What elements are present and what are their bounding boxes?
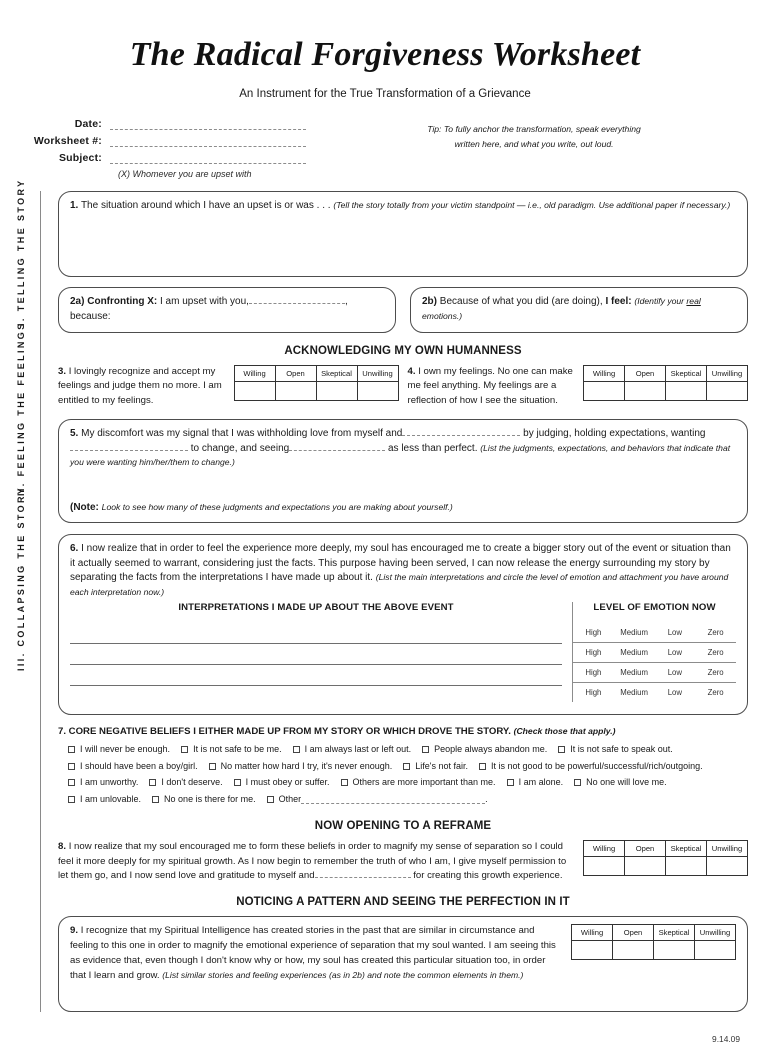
checkbox-icon[interactable]: [341, 779, 348, 786]
scale-answer-row[interactable]: [234, 382, 398, 401]
checkbox-item[interactable]: [209, 758, 393, 775]
checkbox-icon[interactable]: [68, 763, 75, 770]
question-6-grid: [70, 602, 736, 702]
scale-option-open: Open: [275, 366, 316, 382]
checkbox-label: It is not safe to speak out.: [570, 744, 673, 755]
question-6-hint: (List the main interpretations and circle the level of emotion and attachment you have around each interpretation now.): [70, 572, 729, 597]
level-of-emotion-table[interactable]: [573, 623, 736, 702]
question-9[interactable]: [58, 916, 748, 1012]
question-1-prompt: [70, 199, 736, 214]
table-row[interactable]: [573, 623, 736, 643]
level-medium[interactable]: Medium: [620, 688, 648, 698]
question-2b-prompt: [422, 295, 736, 324]
checkbox-label: I don't deserve.: [161, 777, 223, 788]
interpretations-column-header: INTERPRETATIONS I MADE UP ABOUT THE ABOVE EVENT: [178, 602, 454, 614]
question-3-number: 3.: [58, 366, 67, 377]
question-5-blank-2[interactable]: [70, 450, 188, 451]
checkbox-icon[interactable]: [181, 746, 188, 753]
scale-answer-unwilling[interactable]: [695, 941, 736, 960]
question-3-text: I lovingly recognize and accept my feelings and judge them no more. I am entitled to my feelings.: [58, 366, 222, 406]
tip-line-1: Tip: To fully anchor the transformation, speak everything: [427, 124, 641, 134]
question-8-scale-table[interactable]: [583, 840, 748, 876]
level-high[interactable]: High: [573, 663, 614, 683]
section-rail: [0, 178, 46, 1012]
scale-option-willing: Willing: [234, 366, 275, 382]
checkbox-item[interactable]: [68, 758, 198, 775]
checkbox-item[interactable]: [181, 741, 282, 758]
checkbox-icon[interactable]: [149, 779, 156, 786]
question-6-prompt: [70, 542, 736, 600]
level-low[interactable]: Low: [655, 663, 696, 683]
level-of-emotion-column: [572, 602, 736, 702]
field-subject-input[interactable]: [110, 155, 306, 164]
rail-label-part-two: II. FEELING THE FEELINGS: [16, 321, 26, 496]
checkbox-label: It is not good to be powerful/successful/rich/outgoing.: [490, 760, 703, 771]
question-9-number: 9.: [70, 925, 79, 937]
question-3-4-row: [58, 365, 748, 408]
question-7-hint: (Check those that apply.): [513, 726, 616, 737]
checkbox-icon[interactable]: [68, 796, 75, 803]
question-8: [58, 840, 748, 885]
scale-answer-open[interactable]: [613, 941, 654, 960]
question-2a-number: 2a): [70, 296, 85, 307]
checkbox-item-other[interactable]: Other .: [267, 791, 488, 808]
checkbox-item[interactable]: [68, 741, 170, 758]
checkbox-label: I am alone.: [518, 777, 564, 788]
table-row[interactable]: [573, 663, 736, 683]
checkbox-icon[interactable]: [507, 779, 514, 786]
scale-option-unwilling: Unwilling: [695, 925, 736, 941]
question-5-part-2: by judging, holding expectations, wanting: [523, 428, 706, 440]
question-2b-text-before: Because of what you did (are doing),: [439, 296, 603, 307]
interpretation-line[interactable]: [70, 644, 562, 665]
scale-option-unwilling: Unwilling: [357, 366, 398, 382]
checkbox-icon[interactable]: [152, 796, 159, 803]
rail-label-part-three: III. COLLAPSING THE STORY: [16, 485, 26, 671]
scale-answer-skeptical[interactable]: [316, 382, 357, 401]
scale-answer-row[interactable]: [572, 941, 736, 960]
level-of-emotion-header: LEVEL OF EMOTION NOW: [593, 602, 716, 614]
question-9-text-wrap: [70, 924, 559, 983]
question-8-part-1: I now realize that my soul encouraged me to form these beliefs in order to magnify my sense of separation so I could feel it more deeply for my spiritual growth. As I now begin to remember the truth of who I am, I give myself permission to let them go, and I now send love and gratitude to myself and: [58, 840, 567, 882]
level-low[interactable]: Low: [655, 643, 696, 663]
scale-option-skeptical: Skeptical: [666, 840, 707, 856]
scale-option-open: Open: [625, 366, 666, 382]
checkbox-label: It is not safe to be me.: [193, 744, 282, 755]
checkbox-label: I will never be enough.: [80, 744, 171, 755]
checkbox-label: People always abandon me.: [434, 744, 548, 755]
question-4-number: 4.: [407, 366, 416, 377]
checkbox-icon[interactable]: [209, 763, 216, 770]
rail-label-part-one: I. TELLING THE STORY: [16, 178, 26, 326]
checkbox-label: No one is there for me.: [164, 794, 256, 805]
checkbox-label: Other: [278, 794, 302, 805]
scale-option-skeptical: Skeptical: [316, 366, 357, 382]
question-2a-bold: Confronting X:: [87, 296, 158, 307]
checkbox-label: I should have been a boy/girl.: [80, 760, 198, 771]
scale-answer-row[interactable]: [584, 856, 748, 875]
question-9-hint: (List similar stories and feeling experiences (as in 2b) and note the common elements in them.): [162, 969, 524, 980]
question-8-number: 8.: [58, 840, 67, 852]
checkbox-item[interactable]: [507, 774, 564, 791]
level-low[interactable]: Low: [655, 623, 696, 643]
level-medium[interactable]: Medium: [614, 623, 655, 643]
checkbox-icon[interactable]: [267, 796, 274, 803]
level-zero[interactable]: Zero: [695, 663, 736, 683]
question-2b-hint-post: emotions.): [422, 310, 463, 321]
scale-answer-willing[interactable]: [572, 941, 613, 960]
field-date-label: Date:: [74, 118, 102, 130]
checkbox-label: No one will love me.: [586, 777, 667, 788]
scale-option-willing: Willing: [584, 366, 625, 382]
scale-answer-unwilling[interactable]: [707, 856, 748, 875]
scale-answer-willing[interactable]: [584, 382, 625, 401]
scale-answer-unwilling[interactable]: [707, 382, 748, 401]
question-2a-blank[interactable]: [249, 303, 345, 304]
question-5-number: 5.: [70, 428, 79, 440]
checkbox-item[interactable]: [479, 758, 703, 775]
scale-answer-skeptical[interactable]: [654, 941, 695, 960]
interpretations-column: [70, 602, 572, 702]
scale-answer-unwilling[interactable]: [357, 382, 398, 401]
field-date-input[interactable]: [110, 121, 306, 130]
level-zero[interactable]: Zero: [707, 688, 724, 698]
field-subject-label: Subject:: [58, 152, 102, 164]
level-medium[interactable]: Medium: [614, 643, 655, 663]
question-6-text: I now realize that in order to feel the experience more deeply, my soul has encouraged me to create a bigger story out of the event or situation than it actually seemed to warrant, considering just the facts. This purpose having been served, I can now release the energy surrounding my story by separating the facts from the interpretations I have made up about it.: [70, 543, 731, 584]
field-date: [18, 118, 330, 130]
reframe-heading: NOW OPENING TO A REFRAME: [314, 819, 492, 832]
question-2b[interactable]: [410, 287, 748, 333]
question-7-checkbox-group: [58, 741, 748, 808]
other-input[interactable]: [301, 795, 485, 804]
rail-divider: [40, 191, 41, 1012]
question-2a-text-after: , because:: [70, 296, 348, 322]
checkbox-item[interactable]: [152, 791, 256, 808]
question-3-text-wrap: [58, 365, 225, 408]
question-5-hint: (List the judgments, expectations, and behaviors that indicate that you were wanting him/her/them to change.): [70, 442, 731, 468]
checkbox-icon[interactable]: [68, 746, 75, 753]
checkbox-item[interactable]: [574, 774, 667, 791]
checkbox-item[interactable]: [558, 741, 673, 758]
scale-option-skeptical: Skeptical: [666, 366, 707, 382]
pattern-heading: NOTICING A PATTERN AND SEEING THE PERFECTION IN IT: [236, 896, 570, 909]
checkbox-label: Others are more important than me.: [352, 777, 496, 788]
question-4-scale-table[interactable]: [583, 365, 748, 401]
checkbox-item[interactable]: [149, 774, 222, 791]
checkbox-item[interactable]: [68, 774, 138, 791]
question-5-note-text: Look to see how many of these judgments and expectations you are making about yourself.): [101, 501, 453, 512]
acknowledging-heading: ACKNOWLEDGING MY OWN HUMANNESS: [284, 345, 522, 357]
question-2a[interactable]: [58, 287, 396, 333]
question-5-part-1: My discomfort was my signal that I was withholding love from myself and: [81, 428, 403, 440]
question-2b-number: 2b): [422, 296, 437, 307]
question-2a-text-before: I am upset with you,: [160, 296, 249, 307]
interpretation-line[interactable]: [70, 623, 562, 644]
checkbox-icon[interactable]: [293, 746, 300, 753]
scale-answer-open[interactable]: [275, 382, 316, 401]
question-7-title: [58, 726, 748, 737]
question-4-text-wrap: [408, 365, 575, 408]
question-7: [58, 726, 748, 808]
checkbox-icon[interactable]: [422, 746, 429, 753]
scale-option-willing: Willing: [572, 925, 613, 941]
question-8-text-wrap: [58, 840, 571, 885]
checkbox-icon[interactable]: [68, 779, 75, 786]
scale-answer-open[interactable]: [625, 382, 666, 401]
table-row[interactable]: [573, 683, 736, 703]
scale-header-row: [584, 366, 748, 382]
question-1-number: 1.: [70, 200, 79, 211]
question-1[interactable]: [58, 191, 748, 277]
question-5-part-4: as less than perfect.: [387, 442, 478, 454]
checkbox-icon[interactable]: [403, 763, 410, 770]
checkbox-icon[interactable]: [574, 779, 581, 786]
checkbox-label: I am unworthy.: [80, 777, 139, 788]
level-high[interactable]: High: [573, 643, 614, 663]
question-7-title-text: 7. CORE NEGATIVE BELIEFS I EITHER MADE UP FROM MY STORY OR WHICH DROVE THE STORY.: [58, 726, 511, 738]
question-5-blank-3[interactable]: [289, 450, 385, 451]
field-worksheet-number-label: Worksheet #:: [33, 135, 102, 147]
field-subject: [18, 152, 330, 164]
scale-option-skeptical: Skeptical: [654, 925, 695, 941]
footer-version: 9.14.09: [712, 1034, 740, 1044]
question-6-number: 6.: [70, 543, 79, 555]
question-2b-hint-underline: real: [686, 296, 701, 306]
interpretation-line[interactable]: [70, 665, 562, 686]
question-2a-prompt: [70, 295, 384, 324]
field-worksheet-number-input[interactable]: [110, 138, 306, 147]
scale-answer-row[interactable]: [584, 382, 748, 401]
scale-header-row: [584, 840, 748, 856]
checkbox-item[interactable]: [68, 791, 141, 808]
checkbox-icon[interactable]: [479, 763, 486, 770]
question-2b-hint-pre: (Identify your: [634, 296, 687, 306]
page-title: The Radical Forgiveness Worksheet: [129, 36, 641, 73]
header-meta-row: [0, 118, 770, 179]
scale-answer-skeptical[interactable]: [666, 382, 707, 401]
question-8-blank[interactable]: [315, 877, 411, 878]
scale-header-row: [234, 366, 398, 382]
tip-line-2: written here, and what you write, out loud.: [454, 139, 614, 150]
question-5-note: [70, 501, 736, 516]
question-4-text: I own my feelings. No one can make me feel anything. My feelings are a reflection of how I see the situation.: [407, 366, 573, 406]
scale-answer-willing[interactable]: [584, 856, 625, 875]
checkbox-item[interactable]: [422, 741, 547, 758]
scale-answer-open[interactable]: [625, 856, 666, 875]
worksheet-page: [0, 36, 770, 1060]
question-5-part-3: to change, and seeing: [190, 442, 290, 454]
scale-option-willing: Willing: [584, 840, 625, 856]
checkbox-label: No matter how hard I try, it's never enough.: [220, 760, 393, 771]
question-9-row: [70, 924, 736, 983]
page-subtitle: An Instrument for the True Transformation of a Grievance: [239, 88, 531, 100]
checkbox-label: I am always last or left out.: [304, 744, 412, 755]
question-3: [58, 365, 399, 408]
question-9-text: I recognize that my Spiritual Intelligence has created stories in the past that are similar in circumstance and feeling to this one in order to magnify the emotional experience of separation that my soul wanted. I am seeing this as evidence that, even though I don't know why or how, my soul has created this particular situation too, in order that I learn and grow.: [70, 925, 556, 981]
question-1-hint: (Tell the story totally from your victim standpoint — i.e., old paradigm. Use additional paper if necessary.): [333, 200, 731, 210]
subject-note: (X) Whomever you are upset with: [118, 169, 252, 179]
question-2b-bold: I feel:: [605, 296, 632, 307]
question-2-row: [58, 287, 748, 333]
level-medium[interactable]: Medium: [614, 663, 655, 683]
worksheet-content: [46, 191, 770, 1012]
scale-option-open: Open: [613, 925, 654, 941]
level-zero[interactable]: Zero: [695, 643, 736, 663]
level-high[interactable]: High: [573, 623, 614, 643]
checkbox-label: I am unlovable.: [80, 794, 142, 805]
checkbox-item[interactable]: [293, 741, 412, 758]
question-3-scale-table[interactable]: [234, 365, 399, 401]
checkbox-item[interactable]: [341, 774, 496, 791]
checkbox-label: Life's not fair.: [415, 760, 468, 771]
question-6[interactable]: [58, 534, 748, 715]
question-4: [408, 365, 749, 408]
scale-answer-skeptical[interactable]: [666, 856, 707, 875]
level-zero[interactable]: Zero: [695, 623, 736, 643]
tip-text: [330, 118, 738, 179]
scale-option-open: Open: [625, 840, 666, 856]
checkbox-icon[interactable]: [558, 746, 565, 753]
question-5[interactable]: [58, 419, 748, 523]
question-8-part-2: for creating this growth experience.: [413, 870, 563, 882]
question-5-blank-1[interactable]: [402, 435, 520, 436]
question-1-text: The situation around which I have an upset is or was . . .: [80, 200, 331, 211]
question-5-prompt: [70, 427, 736, 471]
table-row[interactable]: [573, 643, 736, 663]
scale-option-unwilling: Unwilling: [707, 366, 748, 382]
level-high[interactable]: High: [585, 688, 602, 698]
meta-fields: [0, 118, 330, 179]
scale-option-unwilling: Unwilling: [707, 840, 748, 856]
question-9-scale-table[interactable]: [571, 924, 736, 960]
scale-answer-willing[interactable]: [234, 382, 275, 401]
question-5-note-bold: (Note:: [70, 501, 99, 513]
field-worksheet-number: [18, 135, 330, 147]
checkbox-item[interactable]: [234, 774, 330, 791]
worksheet-body: [0, 178, 770, 1012]
checkbox-icon[interactable]: [234, 779, 241, 786]
level-low[interactable]: Low: [667, 688, 683, 698]
checkbox-item[interactable]: [403, 758, 468, 775]
scale-header-row: [572, 925, 736, 941]
checkbox-label: I must obey or suffer.: [245, 777, 330, 788]
